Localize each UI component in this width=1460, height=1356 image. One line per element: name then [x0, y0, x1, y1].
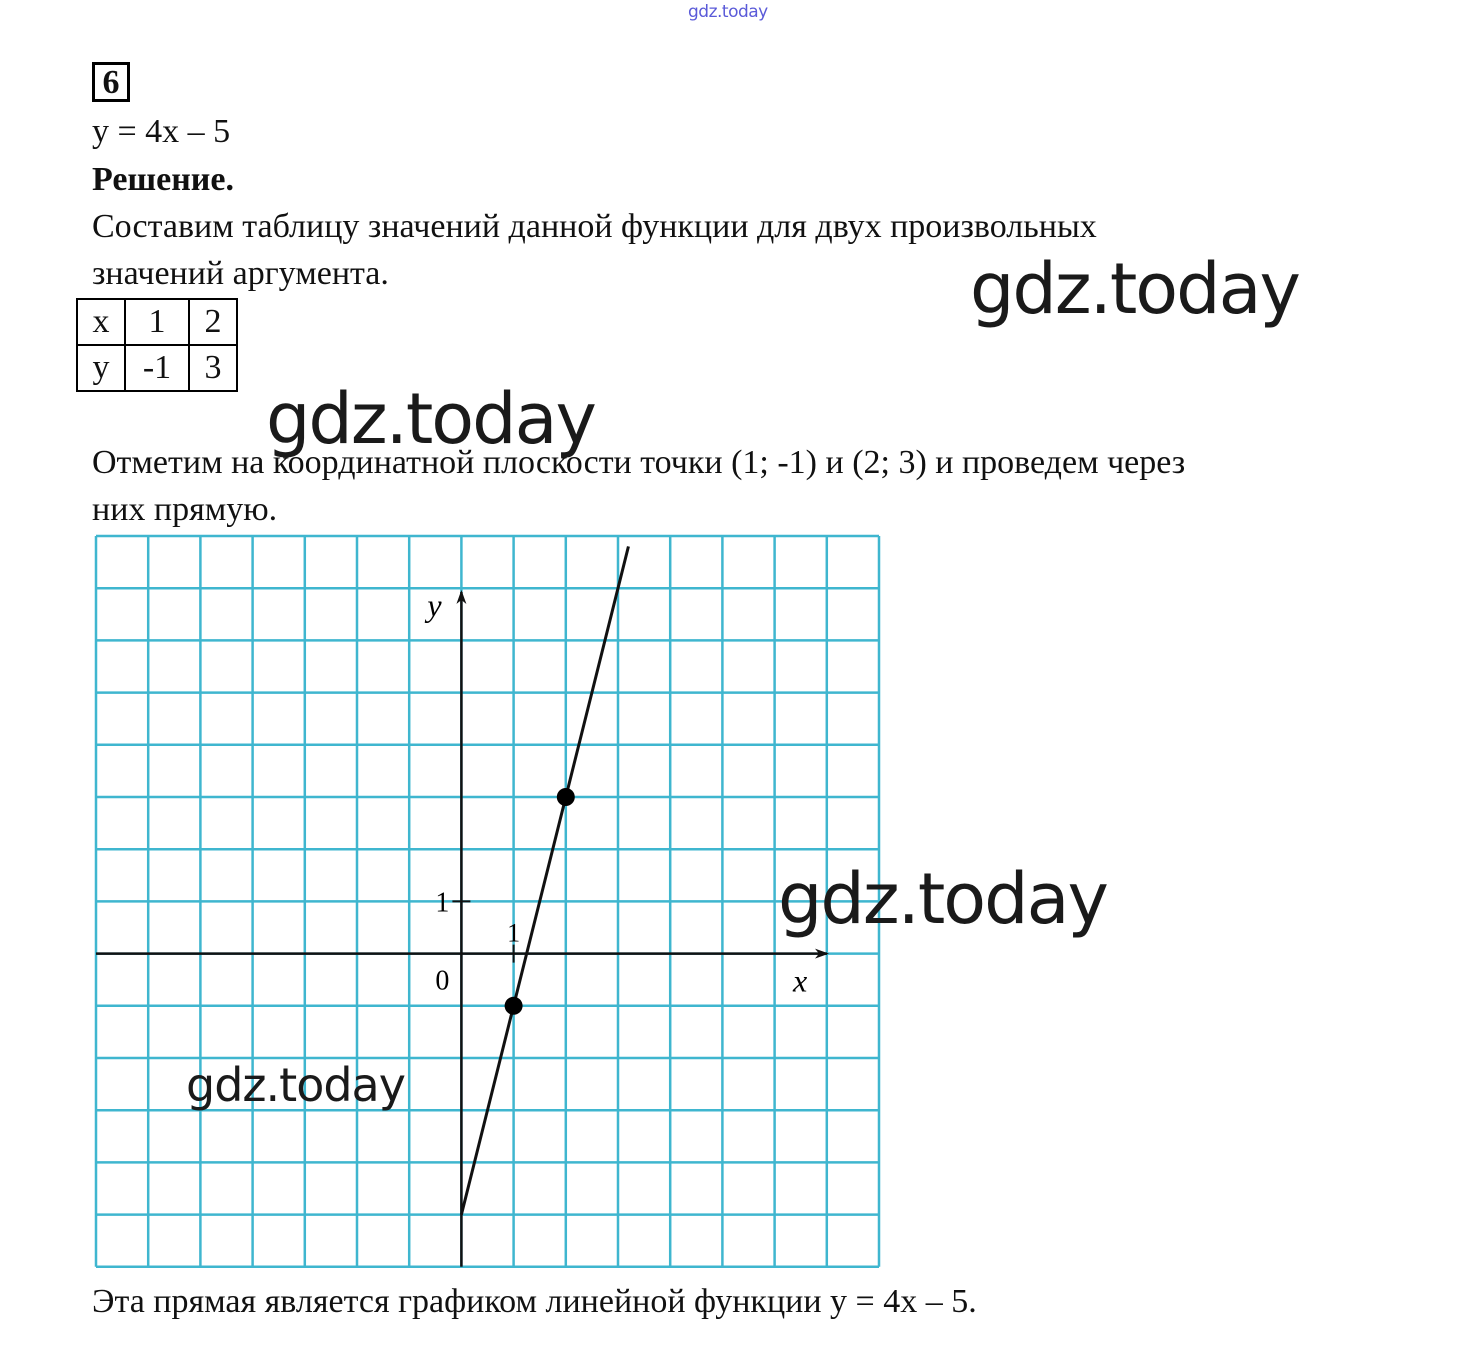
- problem-number: 6: [92, 62, 130, 102]
- watermark: gdz.today: [778, 858, 1107, 940]
- equation: y = 4x – 5: [92, 113, 231, 150]
- header-watermark: gdz.today: [688, 2, 768, 22]
- table-cell: x: [77, 299, 125, 345]
- table-cell: -1: [125, 345, 189, 391]
- y-tick-label: 1: [435, 887, 450, 919]
- watermark: gdz.today: [266, 378, 595, 460]
- paragraph-2-line-1: Отметим на координатной плоскости точки (1; -1) и (2; 3) и проведем через: [92, 444, 1186, 481]
- watermark: gdz.today: [970, 248, 1299, 330]
- solution-label: Решение.: [92, 161, 234, 198]
- data-point: [505, 997, 523, 1015]
- origin-label: 0: [435, 965, 450, 997]
- conclusion: Эта прямая является графиком линейной функции y = 4x – 5.: [92, 1283, 977, 1320]
- table-cell: 2: [189, 299, 237, 345]
- data-point: [557, 788, 575, 806]
- paragraph-2-line-2: них прямую.: [92, 491, 278, 528]
- watermark: gdz.today: [186, 1058, 405, 1112]
- y-axis-label: y: [427, 587, 442, 623]
- x-axis-label: x: [793, 962, 808, 999]
- table-cell: 1: [125, 299, 189, 345]
- paragraph-1-line-1: Составим таблицу значений данной функции для двух произвольных: [92, 208, 1097, 245]
- grid: [96, 536, 879, 1267]
- table-cell: 3: [189, 345, 237, 391]
- x-tick-label: 1: [507, 918, 521, 948]
- paragraph-1-line-2: значений аргумента.: [92, 255, 389, 292]
- function-line: [461, 546, 628, 1214]
- table-cell: y: [77, 345, 125, 391]
